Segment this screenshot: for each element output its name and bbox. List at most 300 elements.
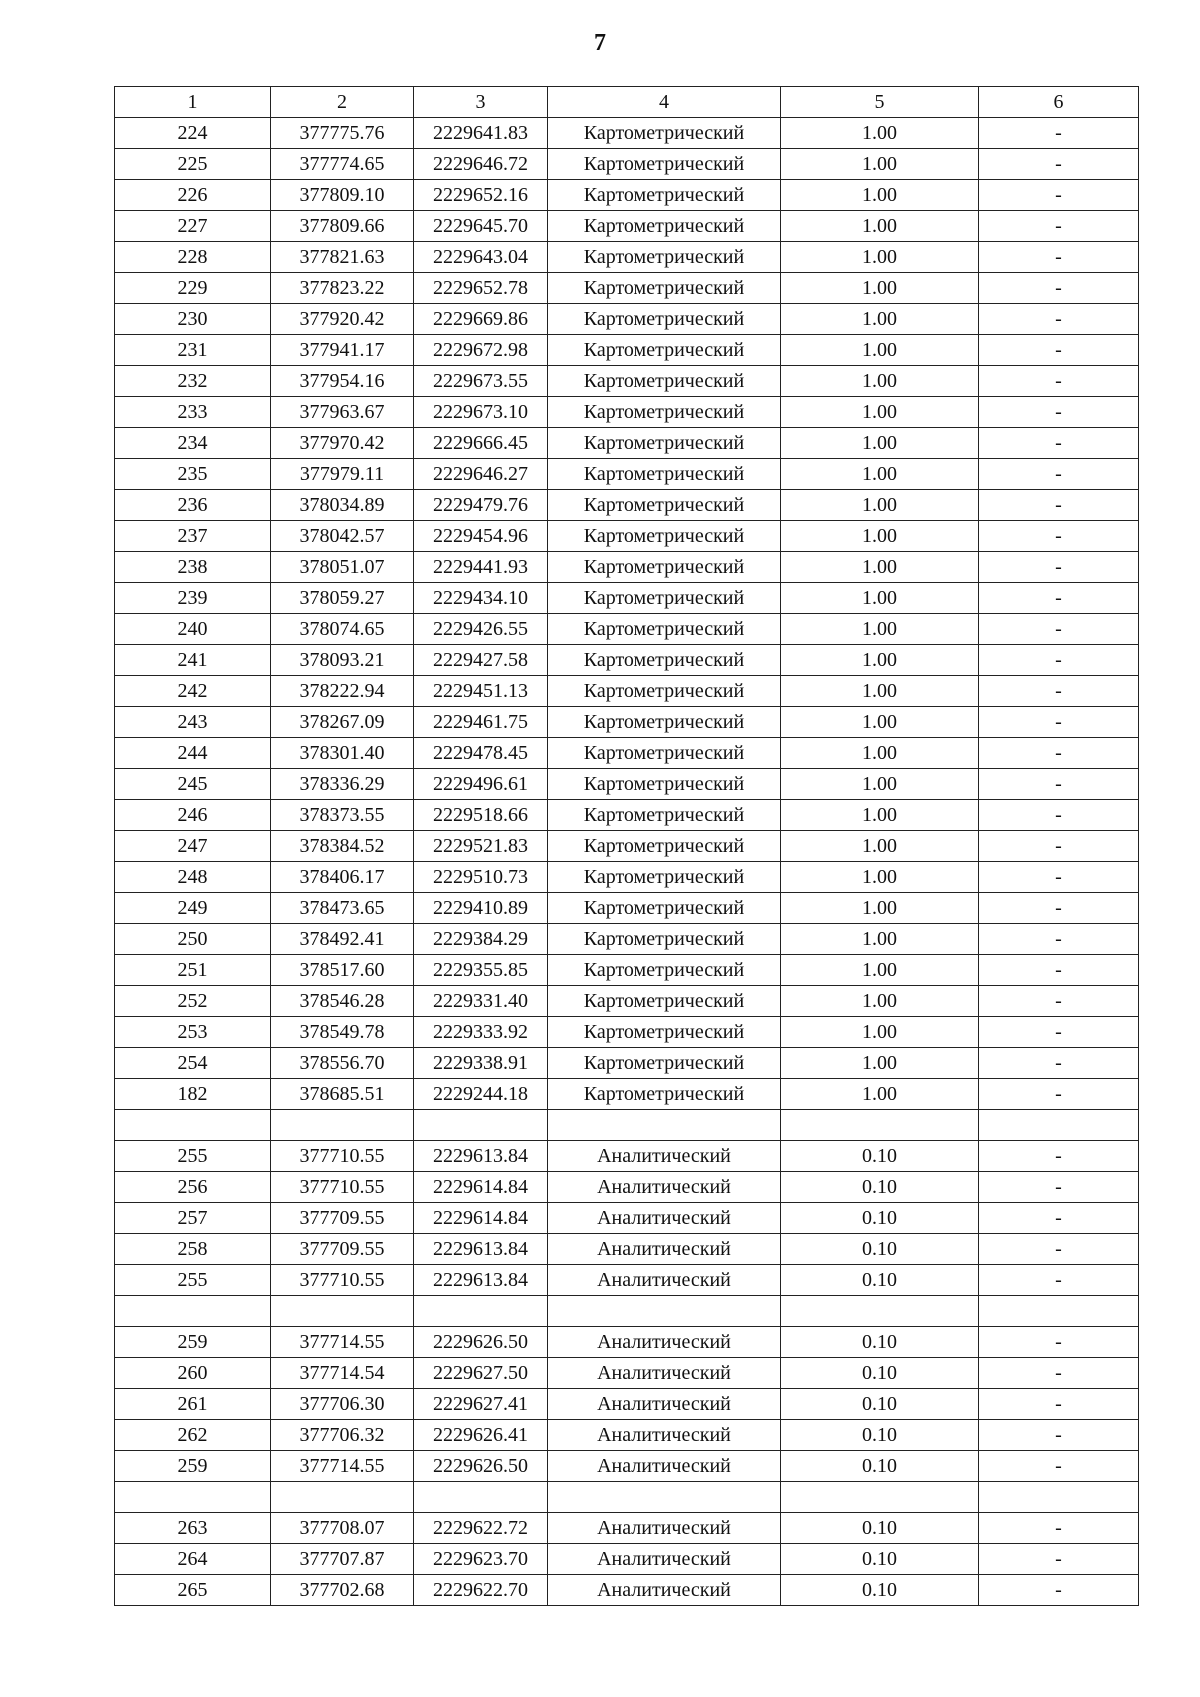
table-row	[115, 1544, 1139, 1575]
point-number-cell	[115, 1482, 271, 1513]
point-number-cell: 229	[115, 273, 271, 304]
y-coordinate-cell: 2229646.72	[414, 149, 548, 180]
accuracy-cell: 1.00	[781, 149, 979, 180]
table-row	[115, 1017, 1139, 1048]
y-coordinate-cell: 2229645.70	[414, 211, 548, 242]
method-cell: Картометрический	[548, 149, 781, 180]
table-body	[115, 118, 1139, 1606]
point-number-cell: 239	[115, 583, 271, 614]
point-number-cell: 259	[115, 1327, 271, 1358]
point-number-cell: 237	[115, 521, 271, 552]
point-number-cell: 261	[115, 1389, 271, 1420]
accuracy-cell	[781, 1110, 979, 1141]
point-number-cell: 264	[115, 1544, 271, 1575]
note-cell: -	[979, 304, 1139, 335]
table-row	[115, 769, 1139, 800]
accuracy-cell: 1.00	[781, 924, 979, 955]
note-cell: -	[979, 1575, 1139, 1606]
table-row	[115, 1420, 1139, 1451]
table-row	[115, 1265, 1139, 1296]
x-coordinate-cell: 377954.16	[271, 366, 414, 397]
accuracy-cell: 1.00	[781, 366, 979, 397]
table-row	[115, 118, 1139, 149]
note-cell: -	[979, 1203, 1139, 1234]
table-row	[115, 738, 1139, 769]
header-cell: 1	[115, 87, 271, 118]
method-cell: Картометрический	[548, 490, 781, 521]
point-number-cell: 260	[115, 1358, 271, 1389]
table-row	[115, 1296, 1139, 1327]
table-row	[115, 614, 1139, 645]
note-cell: -	[979, 335, 1139, 366]
note-cell: -	[979, 583, 1139, 614]
point-number-cell: 254	[115, 1048, 271, 1079]
note-cell: -	[979, 1017, 1139, 1048]
point-number-cell: 230	[115, 304, 271, 335]
accuracy-cell: 1.00	[781, 552, 979, 583]
method-cell: Картометрический	[548, 738, 781, 769]
table-row	[115, 1482, 1139, 1513]
method-cell: Картометрический	[548, 769, 781, 800]
x-coordinate-cell: 378034.89	[271, 490, 414, 521]
y-coordinate-cell: 2229454.96	[414, 521, 548, 552]
note-cell: -	[979, 490, 1139, 521]
x-coordinate-cell: 377709.55	[271, 1203, 414, 1234]
x-coordinate-cell: 377920.42	[271, 304, 414, 335]
table-row	[115, 1389, 1139, 1420]
note-cell: -	[979, 397, 1139, 428]
method-cell: Картометрический	[548, 211, 781, 242]
accuracy-cell: 1.00	[781, 738, 979, 769]
point-number-cell: 265	[115, 1575, 271, 1606]
note-cell: -	[979, 459, 1139, 490]
point-number-cell: 241	[115, 645, 271, 676]
y-coordinate-cell: 2229426.55	[414, 614, 548, 645]
x-coordinate-cell: 378093.21	[271, 645, 414, 676]
table-row	[115, 490, 1139, 521]
note-cell: -	[979, 1141, 1139, 1172]
note-cell: -	[979, 1358, 1139, 1389]
point-number-cell: 257	[115, 1203, 271, 1234]
accuracy-cell: 1.00	[781, 955, 979, 986]
table-row	[115, 1575, 1139, 1606]
x-coordinate-cell: 378384.52	[271, 831, 414, 862]
point-number-cell: 238	[115, 552, 271, 583]
table-row	[115, 1234, 1139, 1265]
method-cell: Аналитический	[548, 1172, 781, 1203]
accuracy-cell: 1.00	[781, 800, 979, 831]
y-coordinate-cell: 2229333.92	[414, 1017, 548, 1048]
table-row	[115, 924, 1139, 955]
accuracy-cell: 0.10	[781, 1513, 979, 1544]
y-coordinate-cell: 2229646.27	[414, 459, 548, 490]
x-coordinate-cell: 377963.67	[271, 397, 414, 428]
method-cell: Картометрический	[548, 583, 781, 614]
point-number-cell: 252	[115, 986, 271, 1017]
x-coordinate-cell: 378406.17	[271, 862, 414, 893]
header-cell: 2	[271, 87, 414, 118]
point-number-cell: 182	[115, 1079, 271, 1110]
table-row	[115, 273, 1139, 304]
point-number-cell: 242	[115, 676, 271, 707]
y-coordinate-cell: 2229521.83	[414, 831, 548, 862]
note-cell: -	[979, 149, 1139, 180]
table-row	[115, 1048, 1139, 1079]
y-coordinate-cell: 2229355.85	[414, 955, 548, 986]
point-number-cell	[115, 1110, 271, 1141]
y-coordinate-cell: 2229623.70	[414, 1544, 548, 1575]
accuracy-cell: 1.00	[781, 893, 979, 924]
y-coordinate-cell: 2229614.84	[414, 1172, 548, 1203]
method-cell: Аналитический	[548, 1544, 781, 1575]
table-row	[115, 1110, 1139, 1141]
point-number-cell: 263	[115, 1513, 271, 1544]
note-cell: -	[979, 521, 1139, 552]
y-coordinate-cell: 2229614.84	[414, 1203, 548, 1234]
y-coordinate-cell: 2229622.72	[414, 1513, 548, 1544]
method-cell	[548, 1296, 781, 1327]
accuracy-cell: 0.10	[781, 1327, 979, 1358]
accuracy-cell: 0.10	[781, 1141, 979, 1172]
note-cell: -	[979, 1513, 1139, 1544]
method-cell: Аналитический	[548, 1327, 781, 1358]
x-coordinate-cell: 377821.63	[271, 242, 414, 273]
y-coordinate-cell	[414, 1482, 548, 1513]
note-cell: -	[979, 242, 1139, 273]
table-row	[115, 304, 1139, 335]
x-coordinate-cell: 378473.65	[271, 893, 414, 924]
y-coordinate-cell: 2229510.73	[414, 862, 548, 893]
note-cell	[979, 1482, 1139, 1513]
header-cell: 5	[781, 87, 979, 118]
y-coordinate-cell: 2229673.55	[414, 366, 548, 397]
x-coordinate-cell: 377809.66	[271, 211, 414, 242]
table-row	[115, 676, 1139, 707]
table-row	[115, 366, 1139, 397]
method-cell: Картометрический	[548, 831, 781, 862]
y-coordinate-cell: 2229626.50	[414, 1451, 548, 1482]
table-row	[115, 986, 1139, 1017]
accuracy-cell: 1.00	[781, 459, 979, 490]
note-cell: -	[979, 552, 1139, 583]
note-cell: -	[979, 707, 1139, 738]
note-cell: -	[979, 986, 1139, 1017]
x-coordinate-cell: 377941.17	[271, 335, 414, 366]
table-row	[115, 335, 1139, 366]
point-number-cell: 256	[115, 1172, 271, 1203]
note-cell: -	[979, 738, 1139, 769]
x-coordinate-cell: 377710.55	[271, 1172, 414, 1203]
accuracy-cell: 1.00	[781, 862, 979, 893]
y-coordinate-cell: 2229384.29	[414, 924, 548, 955]
accuracy-cell: 1.00	[781, 1079, 979, 1110]
table-row	[115, 862, 1139, 893]
accuracy-cell: 1.00	[781, 1017, 979, 1048]
table-row	[115, 521, 1139, 552]
note-cell: -	[979, 180, 1139, 211]
accuracy-cell: 1.00	[781, 180, 979, 211]
x-coordinate-cell: 378267.09	[271, 707, 414, 738]
x-coordinate-cell: 378059.27	[271, 583, 414, 614]
accuracy-cell: 0.10	[781, 1420, 979, 1451]
method-cell: Аналитический	[548, 1141, 781, 1172]
point-number-cell: 236	[115, 490, 271, 521]
note-cell	[979, 1296, 1139, 1327]
x-coordinate-cell: 377970.42	[271, 428, 414, 459]
note-cell: -	[979, 428, 1139, 459]
table-row	[115, 645, 1139, 676]
method-cell: Аналитический	[548, 1513, 781, 1544]
x-coordinate-cell	[271, 1482, 414, 1513]
note-cell	[979, 1110, 1139, 1141]
note-cell: -	[979, 1389, 1139, 1420]
x-coordinate-cell: 377979.11	[271, 459, 414, 490]
table-row	[115, 180, 1139, 211]
y-coordinate-cell: 2229622.70	[414, 1575, 548, 1606]
method-cell: Картометрический	[548, 707, 781, 738]
point-number-cell: 227	[115, 211, 271, 242]
accuracy-cell: 1.00	[781, 304, 979, 335]
point-number-cell: 259	[115, 1451, 271, 1482]
y-coordinate-cell: 2229673.10	[414, 397, 548, 428]
x-coordinate-cell	[271, 1110, 414, 1141]
point-number-cell: 262	[115, 1420, 271, 1451]
x-coordinate-cell: 378301.40	[271, 738, 414, 769]
x-coordinate-cell: 377709.55	[271, 1234, 414, 1265]
note-cell: -	[979, 1544, 1139, 1575]
method-cell: Картометрический	[548, 118, 781, 149]
table-row	[115, 955, 1139, 986]
point-number-cell: 247	[115, 831, 271, 862]
method-cell: Картометрический	[548, 459, 781, 490]
method-cell: Картометрический	[548, 1079, 781, 1110]
note-cell: -	[979, 1079, 1139, 1110]
x-coordinate-cell: 377702.68	[271, 1575, 414, 1606]
method-cell: Картометрический	[548, 986, 781, 1017]
table-row	[115, 707, 1139, 738]
x-coordinate-cell: 377706.30	[271, 1389, 414, 1420]
method-cell: Картометрический	[548, 924, 781, 955]
y-coordinate-cell: 2229518.66	[414, 800, 548, 831]
method-cell: Картометрический	[548, 428, 781, 459]
note-cell: -	[979, 800, 1139, 831]
y-coordinate-cell	[414, 1296, 548, 1327]
table-row	[115, 211, 1139, 242]
y-coordinate-cell: 2229672.98	[414, 335, 548, 366]
accuracy-cell: 0.10	[781, 1234, 979, 1265]
note-cell: -	[979, 211, 1139, 242]
table-row	[115, 149, 1139, 180]
page-number: 7	[594, 30, 606, 56]
method-cell: Картометрический	[548, 893, 781, 924]
method-cell: Картометрический	[548, 1048, 781, 1079]
y-coordinate-cell: 2229613.84	[414, 1265, 548, 1296]
table-row	[115, 397, 1139, 428]
accuracy-cell: 1.00	[781, 273, 979, 304]
x-coordinate-cell: 377714.55	[271, 1327, 414, 1358]
x-coordinate-cell	[271, 1296, 414, 1327]
table-row	[115, 1327, 1139, 1358]
x-coordinate-cell: 378685.51	[271, 1079, 414, 1110]
table-row	[115, 831, 1139, 862]
method-cell: Картометрический	[548, 521, 781, 552]
accuracy-cell: 1.00	[781, 645, 979, 676]
point-number-cell: 244	[115, 738, 271, 769]
method-cell: Аналитический	[548, 1203, 781, 1234]
x-coordinate-cell: 377710.55	[271, 1265, 414, 1296]
note-cell: -	[979, 955, 1139, 986]
point-number-cell	[115, 1296, 271, 1327]
table-row	[115, 893, 1139, 924]
y-coordinate-cell	[414, 1110, 548, 1141]
table-row	[115, 1079, 1139, 1110]
y-coordinate-cell: 2229338.91	[414, 1048, 548, 1079]
note-cell: -	[979, 1048, 1139, 1079]
x-coordinate-cell: 378517.60	[271, 955, 414, 986]
y-coordinate-cell: 2229479.76	[414, 490, 548, 521]
header-cell: 6	[979, 87, 1139, 118]
point-number-cell: 253	[115, 1017, 271, 1048]
point-number-cell: 232	[115, 366, 271, 397]
accuracy-cell: 1.00	[781, 676, 979, 707]
method-cell: Аналитический	[548, 1420, 781, 1451]
accuracy-cell: 1.00	[781, 831, 979, 862]
table-row	[115, 428, 1139, 459]
y-coordinate-cell: 2229652.78	[414, 273, 548, 304]
y-coordinate-cell: 2229626.50	[414, 1327, 548, 1358]
method-cell	[548, 1110, 781, 1141]
y-coordinate-cell: 2229613.84	[414, 1234, 548, 1265]
table-row	[115, 552, 1139, 583]
method-cell: Картометрический	[548, 862, 781, 893]
point-number-cell: 231	[115, 335, 271, 366]
accuracy-cell: 1.00	[781, 707, 979, 738]
accuracy-cell: 0.10	[781, 1389, 979, 1420]
x-coordinate-cell: 378336.29	[271, 769, 414, 800]
accuracy-cell: 1.00	[781, 490, 979, 521]
y-coordinate-cell: 2229244.18	[414, 1079, 548, 1110]
method-cell: Картометрический	[548, 614, 781, 645]
point-number-cell: 250	[115, 924, 271, 955]
y-coordinate-cell: 2229641.83	[414, 118, 548, 149]
x-coordinate-cell: 378492.41	[271, 924, 414, 955]
accuracy-cell: 0.10	[781, 1172, 979, 1203]
accuracy-cell: 1.00	[781, 769, 979, 800]
table-row	[115, 1513, 1139, 1544]
note-cell: -	[979, 1172, 1139, 1203]
table-row	[115, 800, 1139, 831]
y-coordinate-cell: 2229627.50	[414, 1358, 548, 1389]
accuracy-cell: 0.10	[781, 1265, 979, 1296]
note-cell: -	[979, 769, 1139, 800]
method-cell	[548, 1482, 781, 1513]
table-row	[115, 1203, 1139, 1234]
accuracy-cell: 1.00	[781, 428, 979, 459]
y-coordinate-cell: 2229331.40	[414, 986, 548, 1017]
method-cell: Картометрический	[548, 645, 781, 676]
x-coordinate-cell: 378042.57	[271, 521, 414, 552]
accuracy-cell: 1.00	[781, 614, 979, 645]
header-cell: 3	[414, 87, 548, 118]
note-cell: -	[979, 676, 1139, 707]
method-cell: Аналитический	[548, 1451, 781, 1482]
point-number-cell: 249	[115, 893, 271, 924]
point-number-cell: 245	[115, 769, 271, 800]
method-cell: Картометрический	[548, 397, 781, 428]
method-cell: Картометрический	[548, 242, 781, 273]
accuracy-cell: 1.00	[781, 583, 979, 614]
y-coordinate-cell: 2229478.45	[414, 738, 548, 769]
y-coordinate-cell: 2229461.75	[414, 707, 548, 738]
method-cell: Картометрический	[548, 304, 781, 335]
y-coordinate-cell: 2229669.86	[414, 304, 548, 335]
point-number-cell: 235	[115, 459, 271, 490]
point-number-cell: 258	[115, 1234, 271, 1265]
point-number-cell: 240	[115, 614, 271, 645]
y-coordinate-cell: 2229666.45	[414, 428, 548, 459]
x-coordinate-cell: 377710.55	[271, 1141, 414, 1172]
y-coordinate-cell: 2229427.58	[414, 645, 548, 676]
note-cell: -	[979, 1420, 1139, 1451]
y-coordinate-cell: 2229613.84	[414, 1141, 548, 1172]
note-cell: -	[979, 924, 1139, 955]
accuracy-cell: 0.10	[781, 1358, 979, 1389]
point-number-cell: 251	[115, 955, 271, 986]
x-coordinate-cell: 378373.55	[271, 800, 414, 831]
table-row	[115, 1141, 1139, 1172]
x-coordinate-cell: 377714.55	[271, 1451, 414, 1482]
method-cell: Аналитический	[548, 1575, 781, 1606]
method-cell: Картометрический	[548, 800, 781, 831]
accuracy-cell: 1.00	[781, 335, 979, 366]
x-coordinate-cell: 377823.22	[271, 273, 414, 304]
y-coordinate-cell: 2229434.10	[414, 583, 548, 614]
point-number-cell: 255	[115, 1141, 271, 1172]
table-row	[115, 459, 1139, 490]
table-row	[115, 1358, 1139, 1389]
point-number-cell: 225	[115, 149, 271, 180]
method-cell: Аналитический	[548, 1389, 781, 1420]
method-cell: Аналитический	[548, 1234, 781, 1265]
y-coordinate-cell: 2229626.41	[414, 1420, 548, 1451]
accuracy-cell: 1.00	[781, 521, 979, 552]
accuracy-cell: 1.00	[781, 118, 979, 149]
table-header-row	[115, 87, 1139, 118]
note-cell: -	[979, 645, 1139, 676]
method-cell: Картометрический	[548, 366, 781, 397]
y-coordinate-cell: 2229627.41	[414, 1389, 548, 1420]
point-number-cell: 224	[115, 118, 271, 149]
y-coordinate-cell: 2229643.04	[414, 242, 548, 273]
point-number-cell: 255	[115, 1265, 271, 1296]
accuracy-cell	[781, 1482, 979, 1513]
accuracy-cell: 0.10	[781, 1575, 979, 1606]
accuracy-cell: 1.00	[781, 397, 979, 428]
x-coordinate-cell: 377714.54	[271, 1358, 414, 1389]
x-coordinate-cell: 377707.87	[271, 1544, 414, 1575]
point-number-cell: 248	[115, 862, 271, 893]
x-coordinate-cell: 377706.32	[271, 1420, 414, 1451]
accuracy-cell: 1.00	[781, 986, 979, 1017]
y-coordinate-cell: 2229652.16	[414, 180, 548, 211]
method-cell: Картометрический	[548, 552, 781, 583]
note-cell: -	[979, 614, 1139, 645]
method-cell: Картометрический	[548, 335, 781, 366]
x-coordinate-cell: 378222.94	[271, 676, 414, 707]
method-cell: Картометрический	[548, 1017, 781, 1048]
x-coordinate-cell: 377775.76	[271, 118, 414, 149]
note-cell: -	[979, 862, 1139, 893]
